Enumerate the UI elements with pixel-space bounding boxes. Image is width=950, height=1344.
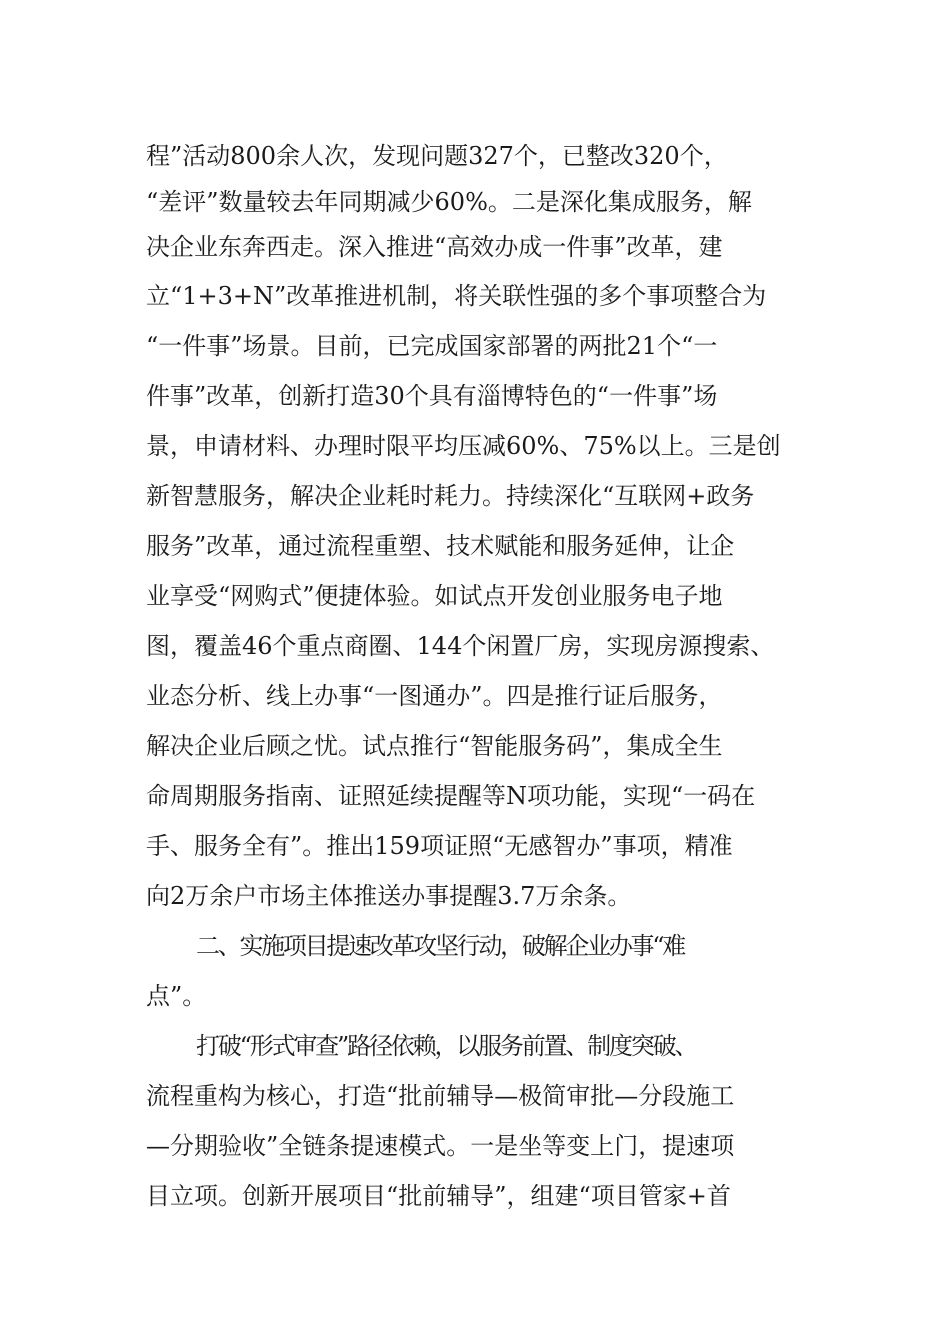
paragraph-start-line: 打破“形式审查”路径依赖，以服务前置、制度突破、 bbox=[196, 1032, 697, 1060]
text-line: 业享受“网购式”便捷体验。如试点开发创业服务电子地 bbox=[146, 582, 723, 610]
text-line: 景，申请材料、办理时限平均压减60%、75%以上。三是创 bbox=[146, 432, 781, 460]
text-line: 业态分析、线上办事“一图通办”。四是推行证后服务， bbox=[146, 682, 723, 710]
text-line: 图，覆盖46个重点商圈、144个闲置厂房，实现房源搜索、 bbox=[146, 632, 775, 660]
text-line: 流程重构为核心，打造“批前辅导—极简审批—分段施工 bbox=[146, 1082, 735, 1110]
text-line: 新智慧服务，解决企业耗时耗力。持续深化“互联网+政务 bbox=[146, 482, 755, 510]
text-line: 向2万余户市场主体推送办事提醒3.7万余条。 bbox=[146, 882, 632, 910]
text-line: 手、服务全有”。推出159项证照“无感智办”事项，精准 bbox=[146, 832, 733, 860]
text-line: 件事”改革，创新打造30个具有淄博特色的“一件事”场 bbox=[146, 382, 718, 410]
text-line: 解决企业后顾之忧。试点推行“智能服务码”，集成全生 bbox=[146, 732, 723, 760]
text-line: —分期验收”全链条提速模式。一是坐等变上门，提速项 bbox=[146, 1132, 735, 1160]
text-line: 立“1+3+N”改革推进机制，将关联性强的多个事项整合为 bbox=[146, 282, 767, 310]
text-line: 程”活动800余人次，发现问题327个，已整改320个， bbox=[146, 142, 728, 170]
text-line: 目立项。创新开展项目“批前辅导”，组建“项目管家+首 bbox=[146, 1182, 731, 1210]
text-line: “差评”数量较去年同期减少60%。二是深化集成服务，解 bbox=[146, 188, 752, 216]
section-heading-line: 二、实施项目提速改革攻坚行动，破解企业办事“难 bbox=[196, 932, 684, 960]
section-heading-line: 点”。 bbox=[146, 982, 207, 1010]
text-line: “一件事”场景。目前，已完成国家部署的两批21个“一 bbox=[146, 332, 718, 360]
text-line: 服务”改革，通过流程重塑、技术赋能和服务延伸，让企 bbox=[146, 532, 735, 560]
text-line: 决企业东奔西走。深入推进“高效办成一件事”改革，建 bbox=[146, 233, 723, 261]
text-line: 命周期服务指南、证照延续提醒等N项功能，实现“一码在 bbox=[146, 782, 756, 810]
